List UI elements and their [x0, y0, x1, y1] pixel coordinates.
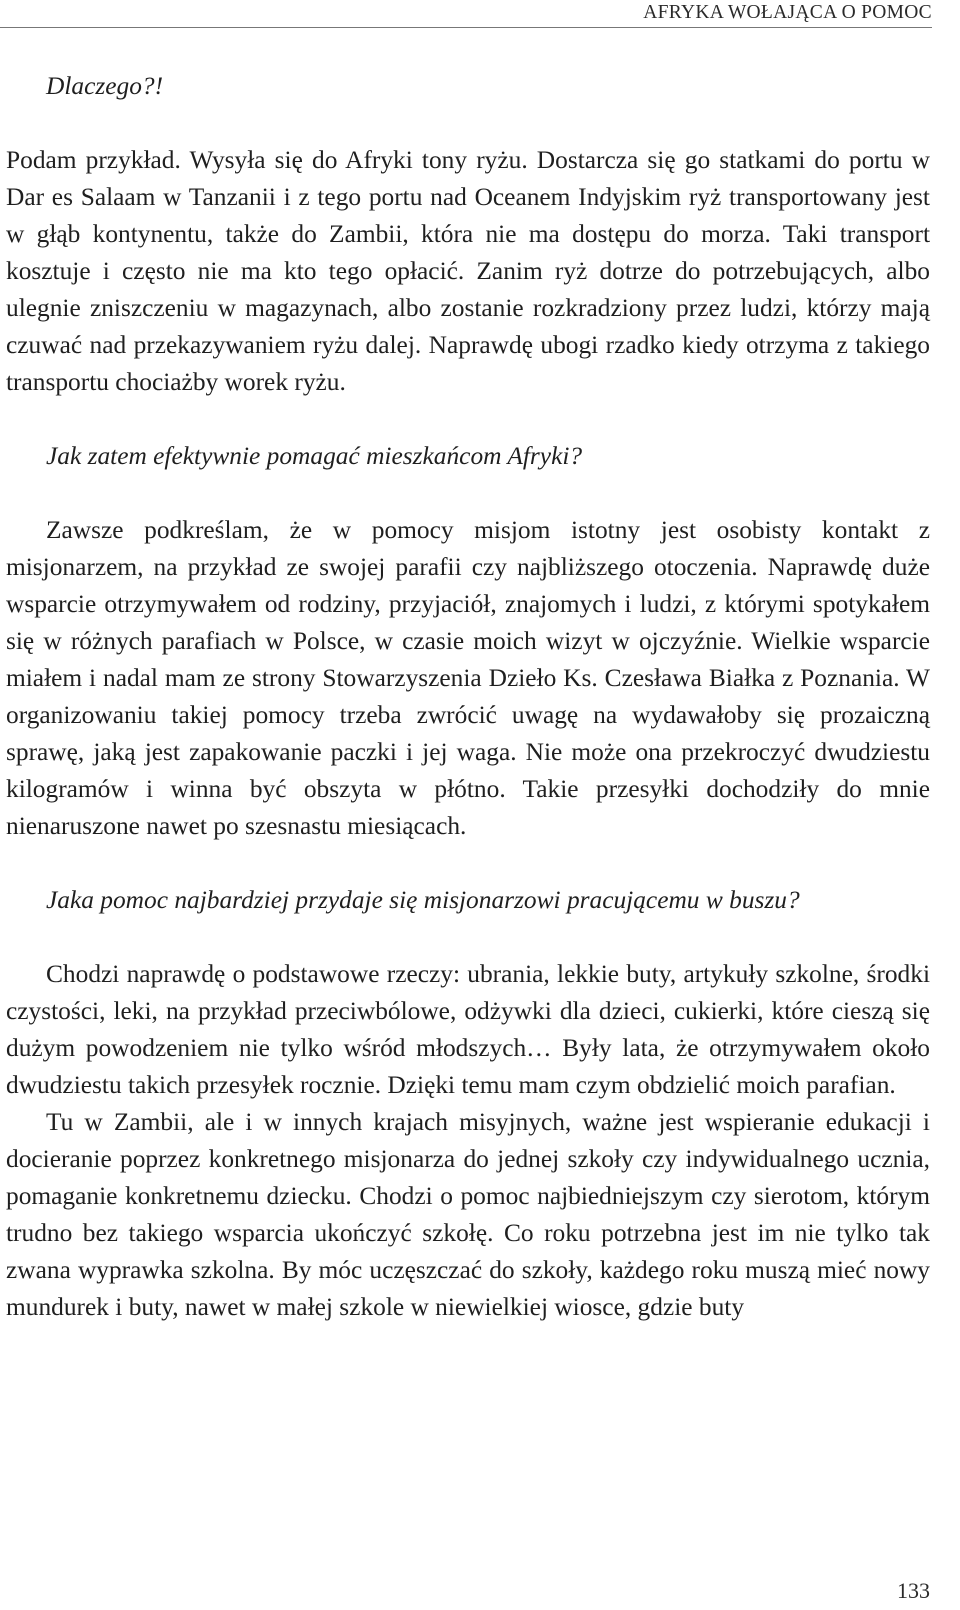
paragraph-3: Chodzi naprawdę o podstawowe rzeczy: ubrania, lekkie buty, artykuły szkolne, środki czystości, leki, na przykład przeciwbólowe, odżywki dla dzieci, cukierki, które cieszą się dużym powodzeniem nie tylko wśród młodszych… Były lata, że otrzymywałem około dwudziestu takich przesyłek rocznie. Dzięki temu mam czym obdzielić moich parafian. [6, 960, 930, 1099]
interview-question-2: Jak zatem efektywnie pomagać mieszkańcom Afryki? [46, 442, 583, 470]
spacer [6, 401, 930, 438]
spacer [6, 475, 930, 512]
paragraph-4: Tu w Zambii, ale i w innych krajach misyjnych, ważne jest wspieranie edukacji i docieranie poprzez konkretnego misjonarza do jednej szkoły czy indywidualnego ucznia, pomaganie konkretnemu dziecku. Chodzi o pomoc najbiedniejszym czy sierotom, którym trudno bez takiego wsparcia ukończyć szkołę. Co roku potrzebna jest im nie tylko tak zwana wyprawka szkolna. By móc uczęszczać do szkoły, każdego roku muszą mieć nowy mundurek i buty, nawet w małej szkole w niewielkiej wiosce, gdzie buty [6, 1108, 930, 1321]
header-rule [0, 27, 932, 28]
interview-question-3: Jaka pomoc najbardziej przydaje się misjonarzowi pracującemu w buszu? [46, 886, 800, 914]
spacer [6, 105, 930, 142]
paragraph-2: Zawsze podkreślam, że w pomocy misjom istotny jest osobisty kontakt z misjonarzem, na przykład ze swojej parafii czy najbliższego otoczenia. Naprawdę duże wsparcie otrzymywałem od rodziny, przyjaciół, znajomych i ludzi, z którymi spotykałem się w różnych parafiach w Polsce, w czasie moich wizyt w ojczyźnie. Wielkie wsparcie miałem i nadal mam ze strony Stowarzyszenia Dzieło Ks. Czesława Białka z Poznania. W organizowaniu takiej pomocy trzeba zwrócić uwagę na wydawałoby się prozaiczną sprawę, jaką jest zapakowanie paczki i jej waga. Nie może ona przekroczyć dwudziestu kilogramów i winna być obszyta w płótno. Takie przesyłki dochodziły do mnie nienaruszone nawet po szesnastu miesiącach. [6, 516, 930, 840]
page-body [6, 68, 930, 1326]
running-header: AFRYKA WOŁAJĄCA O POMOC [643, 2, 932, 23]
spacer [6, 919, 930, 956]
spacer [6, 845, 930, 882]
interview-question-1: Dlaczego?! [46, 72, 164, 100]
paragraph-1: Podam przykład. Wysyła się do Afryki tony ryżu. Dostarcza się go statkami do portu w Dar es Salaam w Tanzanii i z tego portu nad Oceanem Indyjskim ryż transportowany jest w głąb kontynentu, także do Zambii, która nie ma dostępu do morza. Taki transport kosztuje i często nie ma kto tego opłacić. Zanim ryż dotrze do potrzebujących, albo ulegnie zniszczeniu w magazynach, albo zostanie rozkradziony przez ludzi, którzy mają czuwać nad przekazywaniem ryżu dalej. Naprawdę ubogi rzadko kiedy otrzyma z takiego transportu chociażby worek ryżu. [6, 146, 930, 396]
page-number: 133 [897, 1578, 930, 1603]
